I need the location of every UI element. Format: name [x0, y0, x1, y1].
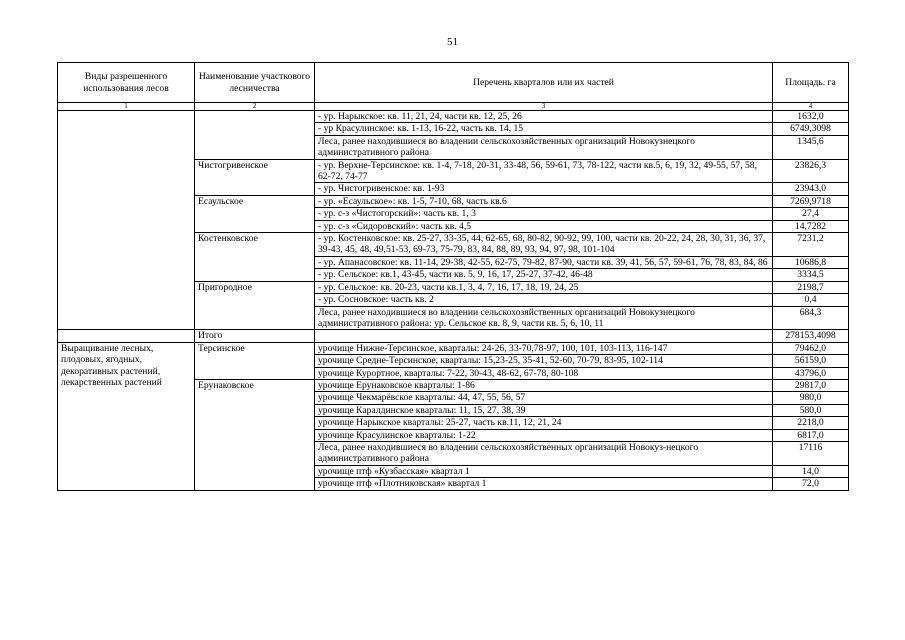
forest-use-table [57, 62, 849, 491]
quarters-cell: Леса, ранее находившиеся во владении сельскохозяйственных организаций Новокузнецкого административного района [315, 135, 773, 159]
quarters-cell: - ур. Нарыкское: кв. 11, 21, 24, части кв. 12, 25, 26 [315, 111, 773, 123]
quarters-cell: - ур. с-з «Сидоровский»: часть кв. 4,5 [315, 220, 773, 232]
forestry-cell: Чистогривенское [195, 159, 315, 195]
area-cell: 79462,0 [773, 342, 849, 354]
area-cell: 23943,0 [773, 183, 849, 195]
quarters-cell: Леса, ранее находившиеся во владении сельскохозяйственных организаций Новокузнецкого административного района: ур. Сельское кв. 8, 9, части кв. 5, 6, 10, 11 [315, 306, 773, 330]
column-number: 1 [58, 103, 195, 111]
quarters-cell: - ур. «Есаульское»: кв. 1-5, 7-10, 68, часть кв.6 [315, 195, 773, 207]
quarters-cell: - ур. Костенковское: кв. 25-27, 33-35, 44, 62-65, 68, 80-82, 90-92, 99, 100, части кв. 20-22, 24, 28, 30, 31, 36, 37, 39-43, 45, 48, 49,51-53, 69-73, 75-79, 83, 84, 88, 89, 93, 94, 97, 98, 101-104 [315, 233, 773, 257]
area-cell: 7231,2 [773, 233, 849, 257]
column-number: 2 [195, 103, 315, 111]
area-cell: 17116 [773, 441, 849, 465]
quarters-cell: Леса, ранее находившиеся во владении сельскохозяйственных организаций Новокуз-нецкого административного района [315, 441, 773, 465]
header-row [58, 63, 849, 103]
area-cell: 7269,9718 [773, 195, 849, 207]
area-cell: 3334,5 [773, 269, 849, 281]
use-type-cell: Выращивание лесных, плодовых, ягодных, декоративных растений, лекарственных растений [58, 342, 195, 490]
forestry-cell: Костенковское [195, 233, 315, 282]
area-cell: 580,0 [773, 404, 849, 416]
header-use-type: Виды разрешенного использования лесов [58, 63, 195, 103]
area-cell: 1632,0 [773, 111, 849, 123]
total-area: 278153,4098 [773, 330, 849, 342]
area-cell: 2218,0 [773, 417, 849, 429]
quarters-cell: - ур. Апанасовское: кв. 11-14, 29-38, 42-55, 62-75, 79-82, 87-90, части кв. 39, 41, 56, 57, 59-61, 76, 78, 83, 84, 86 [315, 256, 773, 268]
quarters-cell: урочище Ерунаковское кварталы: 1-86 [315, 379, 773, 391]
area-cell: 10686,8 [773, 256, 849, 268]
quarters-cell: урочище Чекмарёвское кварталы: 44, 47, 55, 56, 57 [315, 392, 773, 404]
forestry-cell: Терсинское [195, 342, 315, 379]
forestry-cell: Есаульское [195, 195, 315, 232]
forestry-cell [195, 111, 315, 160]
area-cell: 43796,0 [773, 367, 849, 379]
header-quarters: Перечень кварталов или их частей [315, 63, 773, 103]
header-forestry: Наименование участкового лесничества [195, 63, 315, 103]
column-number: 4 [773, 103, 849, 111]
quarters-cell: урочище Каралдинское кварталы: 11, 15, 27, 38, 39 [315, 404, 773, 416]
area-cell: 6749,3098 [773, 123, 849, 135]
area-cell: 980,0 [773, 392, 849, 404]
quarters-cell: - ур. Сельское: кв. 20-23, части кв.1, 3, 4, 7, 16, 17, 18, 19, 24, 25 [315, 281, 773, 293]
table-row [58, 342, 849, 354]
quarters-cell: урочище Курортное, кварталы: 7-22, 30-43, 48-62, 67-78, 80-108 [315, 367, 773, 379]
header-area: Площадь. га [773, 63, 849, 103]
forestry-cell: Ерунаковское [195, 379, 315, 490]
quarters-cell: урочище Средне-Терсинское, кварталы: 15,23-25, 35-41, 52-60, 70-79, 83-95, 102-114 [315, 355, 773, 367]
quarters-cell: урочище Красулинское кварталы: 1-22 [315, 429, 773, 441]
quarters-cell: урочище Нарыкское кварталы: 25-27, часть кв.11, 12, 21, 24 [315, 417, 773, 429]
area-cell: 0,4 [773, 294, 849, 306]
area-cell: 2198,7 [773, 281, 849, 293]
area-cell: 684,3 [773, 306, 849, 330]
quarters-cell: урочище Нижне-Терсинское, кварталы: 24-26, 33-70,78-97, 100, 101, 103-113, 116-147 [315, 342, 773, 354]
column-number-row [58, 103, 849, 111]
quarters-cell: - ур. Сосновское: часть кв. 2 [315, 294, 773, 306]
forestry-cell: Пригородное [195, 281, 315, 330]
area-cell: 6817,0 [773, 429, 849, 441]
quarters-cell: - ур. Чистогривенское: кв. 1-93 [315, 183, 773, 195]
quarters-cell: урочище птф «Плотниковская» квартал 1 [315, 478, 773, 490]
use-type-cell [58, 111, 195, 330]
quarters-cell: урочище птф «Кузбасская» квартал 1 [315, 465, 773, 477]
area-cell: 27,4 [773, 208, 849, 220]
quarters-cell: - ур. Сельское: кв.1, 43-45, части кв. 5, 9, 16, 17, 25-27, 37-42, 46-48 [315, 269, 773, 281]
area-cell: 14,0 [773, 465, 849, 477]
area-cell: 72,0 [773, 478, 849, 490]
area-cell: 23826,3 [773, 159, 849, 183]
total-row [58, 330, 849, 342]
quarters-cell [315, 330, 773, 342]
table-row [58, 111, 849, 123]
area-cell: 29817,0 [773, 379, 849, 391]
use-type-cell [58, 330, 195, 342]
quarters-cell: - ур. с-з «Чистогорский»: часть кв. 1, 3 [315, 208, 773, 220]
area-cell: 56159,0 [773, 355, 849, 367]
quarters-cell: - ур. Верхне-Терсинское: кв. 1-4, 7-18, 20-31, 33-48, 56, 59-61, 73, 78-122, части кв.5, 6, 19, 32, 49-55, 57, 58, 62-72, 74-77 [315, 159, 773, 183]
page-number: 51 [447, 36, 458, 48]
area-cell: 1345,6 [773, 135, 849, 159]
area-cell: 14,7282 [773, 220, 849, 232]
column-number: 3 [315, 103, 773, 111]
total-label: Итого [195, 330, 315, 342]
quarters-cell: - ур Красулинское: кв. 1-13, 16-22, часть кв. 14, 15 [315, 123, 773, 135]
